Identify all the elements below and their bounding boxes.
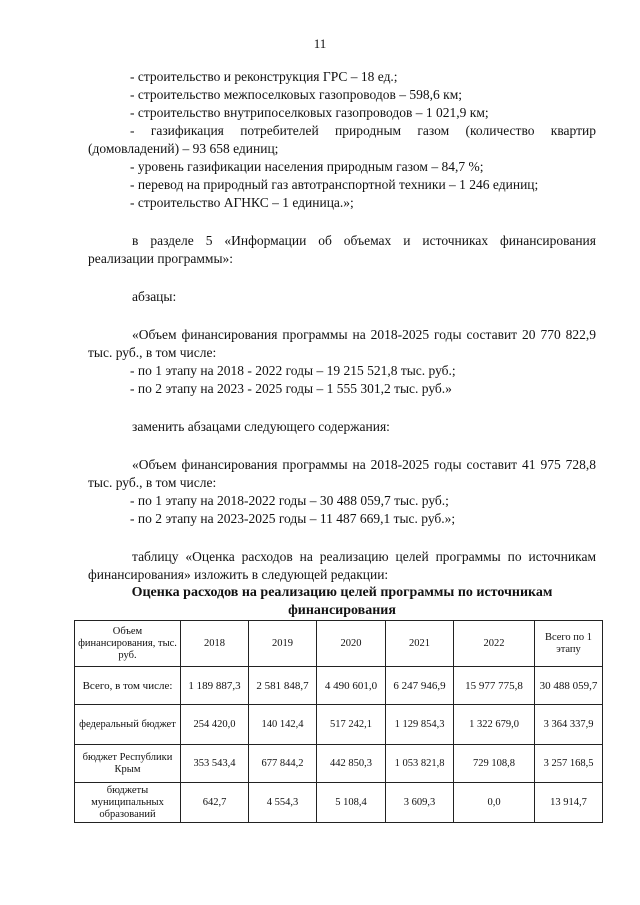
table-cell: 1 189 887,3: [181, 667, 249, 705]
table-cell: Всего, в том числе:: [75, 667, 181, 705]
table-cell: 3 364 337,9: [535, 705, 603, 745]
old-text-stage2: - по 2 этапу на 2023 - 2025 годы – 1 555 301,2 тыс. руб.»: [130, 381, 452, 396]
table-cell: 4 490 601,0: [317, 667, 386, 705]
list-item-gasification: - газификация потребителей природным газом (количество квартир (домовладений) – 93 658 единиц;: [88, 123, 596, 156]
table-cell: 353 543,4: [181, 745, 249, 783]
table-cell: 254 420,0: [181, 705, 249, 745]
table-cell: бюджеты муниципальных образований: [75, 783, 181, 823]
header-cell: 2020: [317, 621, 386, 667]
header-cell: 2019: [249, 621, 317, 667]
table-cell: 140 142,4: [249, 705, 317, 745]
list-item: - перевод на природный газ автотранспортной техники – 1 246 единиц;: [130, 177, 539, 192]
header-cell: Объем финансирования, тыс. руб.: [75, 621, 181, 667]
list-item: - строительство внутрипоселковых газопроводов – 1 021,9 км;: [130, 105, 489, 120]
section-intro: в разделе 5 «Информации об объемах и источниках финансирования реализации программы»:: [88, 233, 596, 266]
header-cell: 2022: [454, 621, 535, 667]
list-item: - строительство межпоселковых газопроводов – 598,6 км;: [130, 87, 462, 102]
table-row: [75, 783, 603, 823]
table-row: [75, 667, 603, 705]
list-item: - строительство АГНКС – 1 единица.»;: [130, 195, 354, 210]
table-cell: 1 129 854,3: [386, 705, 454, 745]
table-cell: 1 322 679,0: [454, 705, 535, 745]
new-text-stage1: - по 1 этапу на 2018-2022 годы – 30 488 059,7 тыс. руб.;: [130, 493, 449, 508]
table-cell: 3 257 168,5: [535, 745, 603, 783]
list-item: - уровень газификации населения природным газом – 84,7 %;: [130, 159, 484, 174]
table-cell: федеральный бюджет: [75, 705, 181, 745]
new-text-main: «Объем финансирования программы на 2018-2025 годы составит 41 975 728,8 тыс. руб., в том числе:: [88, 457, 596, 490]
financing-table: [74, 620, 603, 823]
header-cell: 2018: [181, 621, 249, 667]
old-text-main: «Объем финансирования программы на 2018-2025 годы составит 20 770 822,9 тыс. руб., в том числе:: [88, 327, 596, 360]
paragraphs-label: абзацы:: [132, 289, 177, 304]
table-header-row: [75, 621, 603, 667]
table-cell: 729 108,8: [454, 745, 535, 783]
page-number: 11: [313, 36, 327, 51]
table-cell: 677 844,2: [249, 745, 317, 783]
new-text-stage2: - по 2 этапу на 2023-2025 годы – 11 487 669,1 тыс. руб.»;: [130, 511, 456, 526]
table-cell: 4 554,3: [249, 783, 317, 823]
table-cell: 30 488 059,7: [535, 667, 603, 705]
table-cell: 642,7: [181, 783, 249, 823]
table-cell: бюджет Республики Крым: [75, 745, 181, 783]
table-cell: 517 242,1: [317, 705, 386, 745]
table-cell: 6 247 946,9: [386, 667, 454, 705]
table-cell: 1 053 821,8: [386, 745, 454, 783]
table-title: Оценка расходов на реализацию целей программы по источникам финансирования: [131, 585, 553, 618]
table-cell: 2 581 848,7: [249, 667, 317, 705]
document-body: [88, 68, 596, 620]
table-intro: таблицу «Оценка расходов на реализацию целей программы по источникам финансирования» изложить в следующей редакции:: [88, 549, 596, 582]
old-text-stage1: - по 1 этапу на 2018 - 2022 годы – 19 215 521,8 тыс. руб.;: [130, 363, 456, 378]
table-cell: 5 108,4: [317, 783, 386, 823]
header-cell: Всего по 1 этапу: [535, 621, 603, 667]
table-cell: 0,0: [454, 783, 535, 823]
replace-label: заменить абзацами следующего содержания:: [132, 419, 390, 434]
table-row: [75, 745, 603, 783]
table-cell: 13 914,7: [535, 783, 603, 823]
table-cell: 442 850,3: [317, 745, 386, 783]
table-cell: 15 977 775,8: [454, 667, 535, 705]
table-cell: 3 609,3: [386, 783, 454, 823]
list-item: - строительство и реконструкция ГРС – 18 ед.;: [130, 69, 398, 84]
header-cell: 2021: [386, 621, 454, 667]
table-row: [75, 705, 603, 745]
